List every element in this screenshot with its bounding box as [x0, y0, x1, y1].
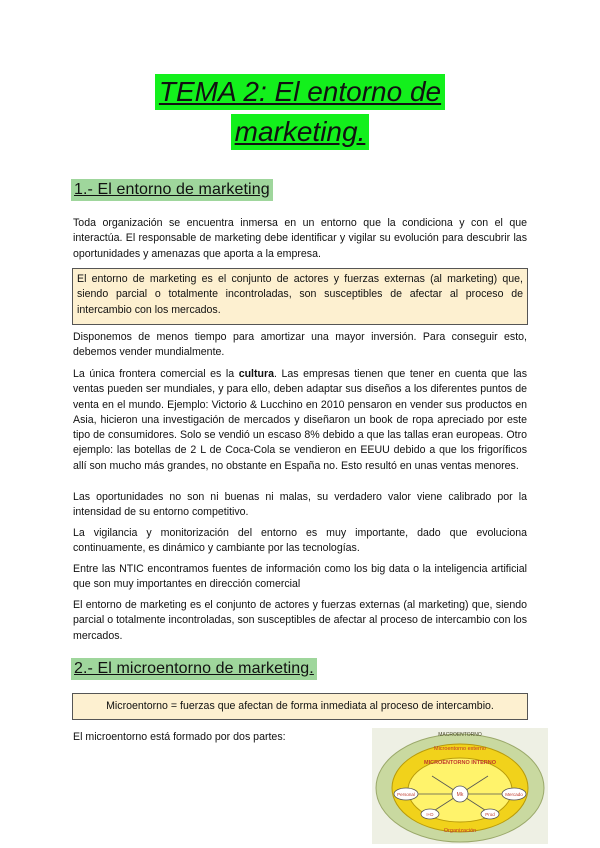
monitoring-paragraph: La vigilancia y monitorización del entorno es muy importante, dado que evoluciona continuamente, es dinámico y cambiante por las tecnologías. — [73, 527, 527, 555]
ntic-paragraph: Entre las NTIC encontramos fuentes de información como los big data o la inteligencia artificial que son muy importantes en dirección comercial — [73, 563, 527, 591]
page-title — [0, 74, 600, 150]
title-line-1: TEMA 2: El entorno de — [155, 74, 445, 110]
microentorno-diagram — [372, 728, 548, 844]
section-1-heading: 1.- El entorno de marketing — [71, 179, 273, 201]
culture-bold: cultura — [238, 368, 275, 380]
node-bottom-right-label: Prod — [485, 812, 495, 817]
center-node-label: Mk — [456, 792, 464, 798]
parts-paragraph: El microentorno está formado por dos partes: — [73, 731, 286, 743]
node-bottom-left-label: I+D — [426, 812, 434, 817]
culture-post: . Las empresas tienen que tener en cuenta que las ventas pueden ser mundiales, y para ello, deben adaptar sus diseños a los diferentes puntos de venta en el mundo. Ejemplo: Victorio & Lucchino en 2010 pensaron en vender sus productos en Asia, hicieron una investigación de mercados y diseñaron un book de ropa apreciado por este tipo de consumidores. Solo se vendió un escaso 8% debido a que las tallas eran europeas. Otro ejemplo: las botellas de 2 L de Coca-Cola se vendieron en EEUU debido a que los frigoríficos allí son mucho más grandes, no obstante en España no. Esto resultó en unas ventas menores. — [73, 368, 527, 472]
intro-paragraph: Toda organización se encuentra inmersa en un entorno que la condiciona y con el que interactúa. El responsable de marketing debe identificar y vigilar su evolución para descubrir las oportunidades y amenazas que aporta a la empresa. — [73, 217, 527, 260]
node-right-label: Mercado — [505, 792, 523, 797]
node-left-label: Personal — [397, 792, 415, 797]
microentorno-box: Microentorno = fuerzas que afectan de forma inmediata al proceso de intercambio. — [72, 693, 528, 720]
inner-label: MICROENTORNO INTERNO — [423, 760, 497, 766]
time-paragraph: Disponemos de menos tiempo para amortizar una mayor inversión. Para conseguir esto, debemos vender mundialmente. — [73, 331, 527, 359]
definition-box: El entorno de marketing es el conjunto de actores y fuerzas externas (al marketing) que, siendo parcial o totalmente incontroladas, son susceptibles de afectar al proceso de intercambio con los mercados. — [72, 268, 528, 325]
ring-label: Microentorno externo — [434, 746, 486, 752]
section-2-heading: 2.- El microentorno de marketing. — [71, 658, 317, 680]
culture-pre: La única frontera comercial es la — [73, 368, 239, 380]
definition-repeat-paragraph: El entorno de marketing es el conjunto de actores y fuerzas externas (al marketing) que, siendo parcial o totalmente incontroladas, son susceptibles de afectar al proceso de intercambio con los mercados. — [73, 599, 527, 642]
culture-paragraph — [73, 367, 527, 474]
title-line-2: marketing. — [231, 114, 370, 150]
opportunities-paragraph: Las oportunidades no son ni buenas ni malas, su verdadero valor viene calibrado por la intensidad de su entorno competitivo. — [73, 491, 527, 519]
bottom-label: Organización — [443, 828, 477, 834]
macroentorno-label: MACROENTORNO — [438, 732, 482, 738]
